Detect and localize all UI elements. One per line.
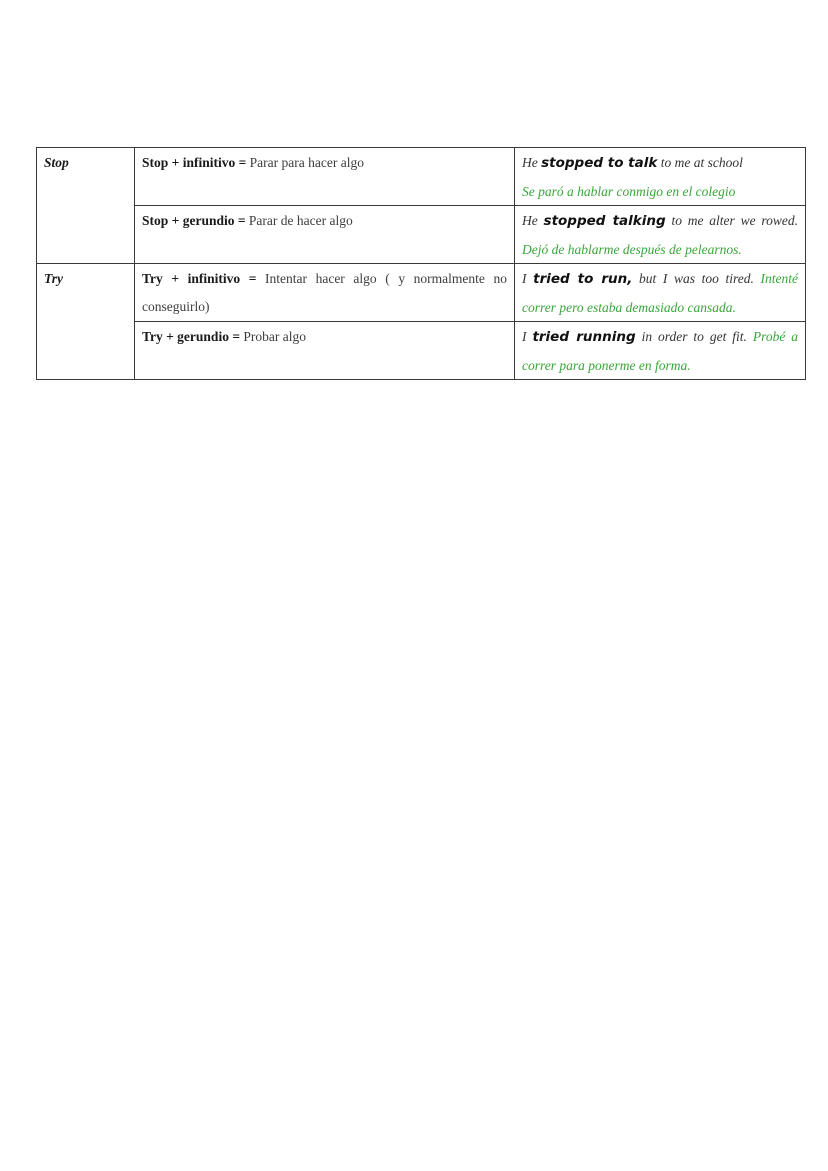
verb-cell-try: Try (37, 264, 135, 380)
table-row (37, 322, 806, 380)
example-pre: He (522, 155, 542, 170)
rule-cell (135, 264, 515, 322)
example-translation: Dejó de hablarme después de pelearnos. (522, 241, 742, 257)
example-post: to me alter we rowed. (665, 213, 798, 228)
rule-cell (135, 206, 515, 264)
rule-cell (135, 148, 515, 206)
example-post: in order to get fit. (635, 329, 753, 344)
example-bold: tried running (532, 329, 636, 345)
table-row (37, 206, 806, 264)
example-cell (515, 264, 806, 322)
example-bold: stopped talking (543, 213, 666, 229)
example-pre: I (522, 329, 533, 344)
example-pre: He (522, 213, 544, 228)
example-pre: I (522, 271, 534, 286)
rule-key: Try + gerundio = (142, 329, 241, 344)
table-row (37, 264, 806, 322)
example-post: but I was too tired. (632, 271, 761, 286)
verb-cell-stop: Stop (37, 148, 135, 264)
example-translation: Intenté correr pero estaba demasiado cansada. (522, 271, 799, 315)
example-bold: stopped to talk (541, 155, 658, 171)
example-cell (515, 148, 806, 206)
table-row (37, 148, 806, 206)
rule-key: Stop + gerundio = (142, 213, 246, 228)
example-translation: Probé a correr para ponerme en forma. (522, 329, 798, 373)
example-post: to me at school (657, 155, 743, 170)
example-translation: Se paró a hablar conmigo en el colegio (522, 183, 736, 199)
rule-key: Try + infinitivo = (142, 271, 257, 286)
example-cell (515, 206, 806, 264)
grammar-table (36, 147, 806, 380)
rule-text: Probar algo (240, 329, 306, 344)
rule-key: Stop + infinitivo = (142, 155, 247, 170)
rule-text: Intentar hacer algo ( y normalmente no conseguirlo) (142, 271, 507, 314)
example-cell (515, 322, 806, 380)
rule-text: Parar para hacer algo (246, 155, 364, 170)
rule-cell (135, 322, 515, 380)
example-bold: tried to run, (533, 271, 633, 287)
rule-text: Parar de hacer algo (245, 213, 353, 228)
